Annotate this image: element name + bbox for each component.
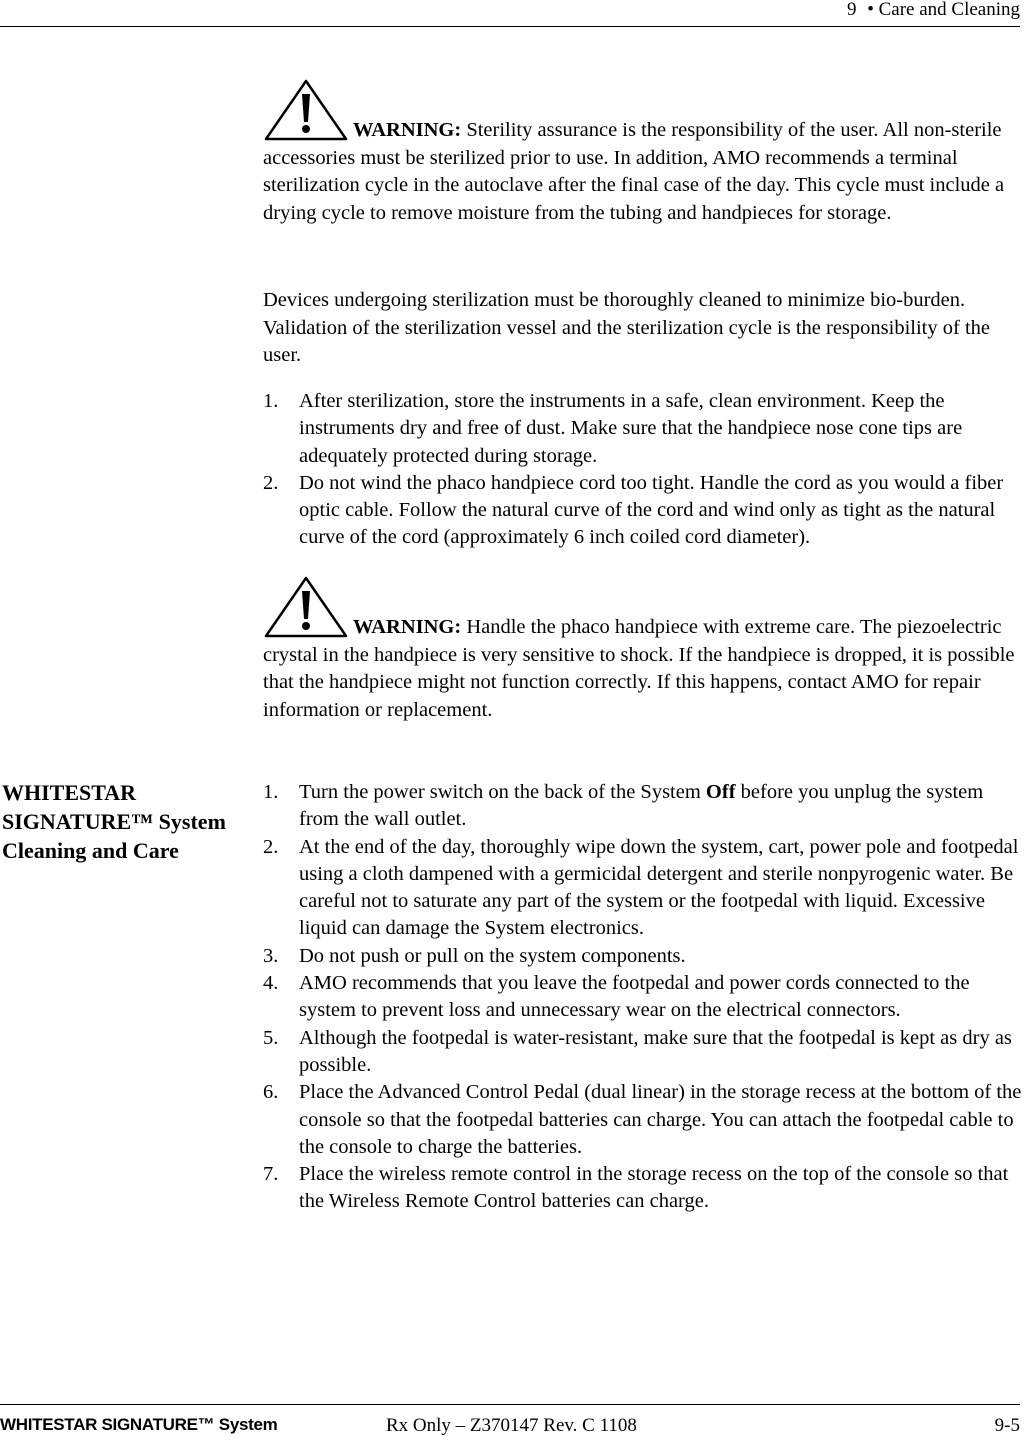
warning-label: WARNING:	[353, 119, 462, 141]
warning-text: Handle the phaco handpiece with extreme care. The piezoelectric crystal in the handpiece is very sensitive to shock. If the handpiece is dropped, it is possible that the handpiece might not function correctly. If this happens, contact AMO for repair information or replacement.	[263, 616, 1015, 721]
chapter-title: Care and Cleaning	[878, 0, 1020, 20]
step-number: 3.	[263, 944, 279, 967]
step-text: Do not push or pull on the system components.	[299, 944, 686, 967]
list-item	[263, 779, 1023, 834]
footer-rx: Rx Only – Z370147 Rev. C 1108	[386, 1415, 637, 1436]
step-number: 4.	[263, 972, 279, 995]
step-text: Place the Advanced Control Pedal (dual linear) in the storage recess at the bottom of the console so that the footpedal batteries can charge. You can attach the footpedal cable to the console to charge the batteries.	[299, 1081, 1022, 1158]
list-item	[263, 1025, 1023, 1080]
page-header	[0, 0, 1020, 27]
section-heading: WHITESTAR SIGNATURE™ System Cleaning and Care	[2, 780, 226, 863]
step-text: At the end of the day, thoroughly wipe down the system, cart, power pole and footpedal using a cloth dampened with a germicidal detergent and sterile nonpyrogenic water. Be careful not to saturate any part of the system or the footpedal with liquid. Excessive liquid can damage the System electronics.	[299, 835, 1019, 940]
list-item	[263, 1161, 1023, 1216]
step-number: 2.	[263, 471, 279, 494]
list-item	[263, 834, 1023, 943]
page-footer	[0, 1404, 1020, 1443]
step-text: Do not wind the phaco handpiece cord too tight. Handle the cord as you would a fiber optic cable. Follow the natural curve of the cord and wind only as tight as the natural curve of the cord (approximately 6 inch coiled cord diameter).	[299, 471, 1004, 549]
step-number: 5.	[263, 1026, 279, 1049]
list-item	[263, 970, 1023, 1025]
chapter-number: 9	[846, 0, 857, 20]
sterilization-paragraph: Devices undergoing sterilization must be thoroughly cleaned to minimize bio-burden. Validation of the sterilization vessel and the sterilization cycle is the responsibility of the user.	[263, 289, 990, 366]
footer-system-name: WHITESTAR SIGNATURE™ System	[0, 1415, 278, 1434]
step-text: Although the footpedal is water-resistant, make sure that the footpedal is kept as dry as possible.	[299, 1026, 1012, 1076]
warning-sterility	[263, 78, 1023, 227]
step-text-bold: Off	[705, 781, 736, 803]
list-item	[263, 470, 1023, 552]
warning-triangle-icon	[263, 575, 349, 639]
list-item	[263, 943, 1023, 970]
step-text-before: Turn the power switch on the back of the System	[299, 781, 706, 803]
cleaning-steps	[263, 779, 1023, 1216]
list-item	[263, 388, 1023, 470]
step-text: After sterilization, store the instruments in a safe, clean environment. Keep the instruments dry and free of dust. Make sure that the handpiece nose cone tips are adequately protected during storage.	[299, 390, 963, 467]
step-text: Place the wireless remote control in the storage recess on the top of the console so that the Wireless Remote Control batteries can charge.	[299, 1163, 1009, 1213]
warning-text: Sterility assurance is the responsibility of the user. All non-sterile accessories must be sterilized prior to use. In addition, AMO recommends a terminal sterilization cycle in the autoclave after the final case of the day. This cycle must include a drying cycle to remove moisture from the tubing and handpieces for storage.	[263, 119, 1005, 224]
step-text: AMO recommends that you leave the footpedal and power cords connected to the system to prevent loss and unnecessary wear on the electrical connectors.	[299, 972, 970, 1022]
step-number: 1.	[263, 390, 279, 412]
step-number: 2.	[263, 835, 279, 858]
step-number: 7.	[263, 1163, 279, 1186]
warning-label: WARNING:	[353, 616, 462, 638]
header-bullet: •	[867, 0, 874, 20]
list-item	[263, 1079, 1023, 1161]
step-number: 1.	[263, 781, 279, 803]
storage-steps	[263, 388, 1023, 552]
step-text-after: before you unplug the system from the wall outlet.	[299, 781, 984, 831]
step-number: 6.	[263, 1081, 279, 1104]
warning-handpiece	[263, 575, 1023, 724]
page-number: 9-5	[994, 1415, 1020, 1436]
warning-triangle-icon	[263, 78, 349, 142]
